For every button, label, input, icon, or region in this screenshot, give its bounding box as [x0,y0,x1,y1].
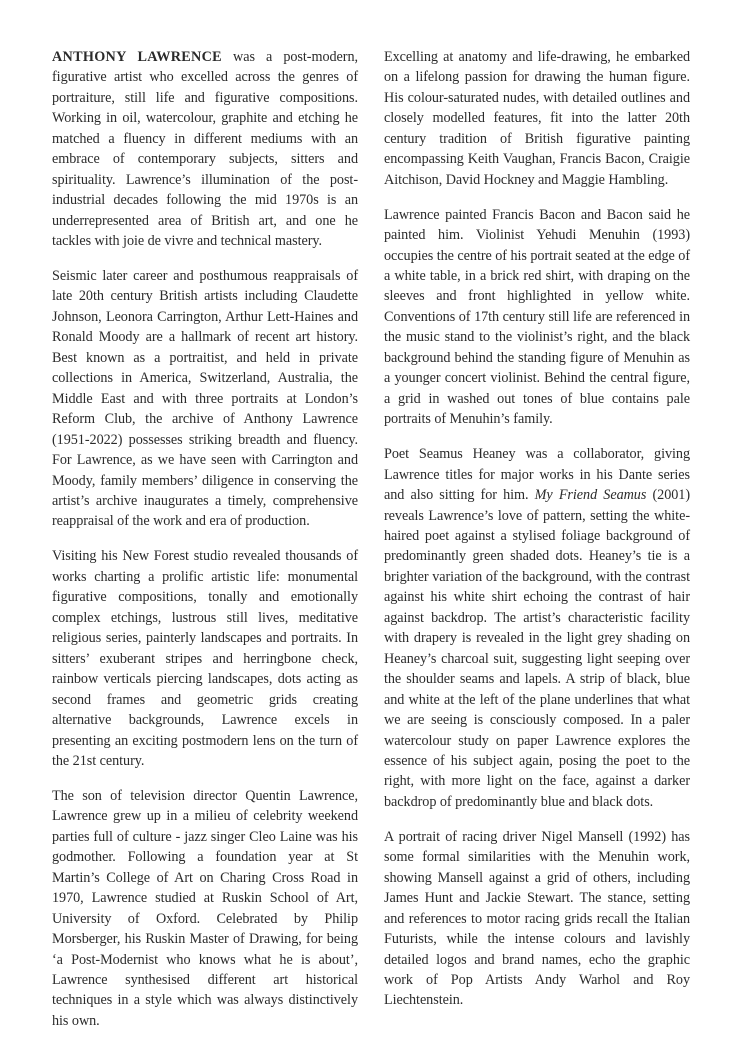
intro-paragraph [52,47,358,252]
document-page [52,47,690,1031]
heaney-text-before: Poet Seamus Heaney was a collaborator, giving Lawrence titles for major works in his Dante series and also sitting for him. [384,446,690,504]
paragraph-heaney [384,444,690,812]
paragraph-mansell: A portrait of racing driver Nigel Mansell (1992) has some formal similarities with the Menuhin work, showing Mansell against a grid of others, including James Hunt and Jackie Stewart. The stance, setting and references to motor racing grids recall the Italian Futurists, while the intense colours and lavishly detailed logos and brand names, echo the graphic work of Pop Artists Andy Warhol and Roy Liechtenstein. [384,828,690,1009]
artist-name-heading: ANTHONY LAWRENCE [52,49,222,65]
paragraph-life-drawing: Excelling at anatomy and life-drawing, he embarked on a lifelong passion for drawing the human figure. His colour-saturated nudes, with detailed outlines and closely modelled features, fit into the latter 20th century tradition of British figurative painting encompassing Keith Vaughan, Francis Bacon, Craigie Aitchison, David Hockney and Maggie Hambling. [384,49,690,188]
paragraph-biography: The son of television director Quentin Lawrence, Lawrence grew up in a milieu of celebrity weekend parties full of culture - jazz singer Cleo Laine was his godmother. Following a foundation year at St Martin’s College of Art on Charing Cross Road in 1970, Lawrence studied at Ruskin School of Art, University of Oxford. Celebrated by Philip Morsberger, his Ruskin Master of Drawing, for being ‘a Post-Modernist who knows what he is about’, Lawrence synthesised different art historical techniques in a style which was always distinctively his own. [52,787,358,1029]
paragraph-reappraisal: Seismic later career and posthumous reappraisals of late 20th century British artists including Claudette Johnson, Leonora Carrington, Arthur Lett-Haines and Ronald Moody are a hallmark of recent art history. Best known as a portraitist, and held in private collections in America, Switzerland, Australia, the Middle East and with three portraits at London’s Reform Club, the archive of Anthony Lawrence (1951-2022) possesses striking breadth and fluency. For Lawrence, as we have seen with Carrington and Moody, family members’ diligence in conserving the artist’s archive inaugurates a timely, comprehensive reappraisal of the work and era of production. [52,268,358,530]
intro-text: was a post-modern, figurative artist who excelled across the genres of portraiture, still life and figurative compositions. Working in oil, watercolour, graphite and etching he matched a fluency in different mediums with an embrace of contemporary subjects, sitters and spirituality. Lawrence’s illumination of the post-industrial decades following the mid 1970s is an underrepresented area of British art, and one he tackles with joie de vivre and technical mastery. [52,49,359,250]
right-column [384,47,690,1031]
paragraph-studio: Visiting his New Forest studio revealed thousands of works charting a prolific artistic life: monumental figurative compositions, tonally and emotionally complex etchings, lustrous still lives, meditative religious series, painterly landscapes and portraits. In sitters’ exuberant stripes and herringbone check, rainbow verticals piercing landscapes, dots acting as second frames and geometric grids creating alternative backgrounds, Lawrence excels in presenting an exciting postmodern lens on the turn of the 21st century. [52,548,358,769]
paragraph-menuhin: Lawrence painted Francis Bacon and Bacon said he painted him. Violinist Yehudi Menuhin (1993) occupies the centre of his portrait seated at the edge of a white table, in a brick red shirt, with draping on the sleeves and front highlighted in yellow white. Conventions of 17th century still life are referenced in the music stand to the violinist’s right, and the black background behind the standing figure of Menuhin as a younger concert violinist. Behind the central figure, a grid in washed out tones of blue contains pale portraits of Menuhin’s family. [384,206,690,428]
heaney-text-after: (2001) reveals Lawrence’s love of pattern, setting the white-haired poet against a stylised foliage background of predominantly green shaded dots. Heaney’s tie is a brighter variation of the background, with the contrast against his white shirt echoing the contrast of hair against backdrop. The artist’s characteristic facility with drapery is revealed in the light grey shading on Heaney’s charcoal suit, suggesting light seeping over the shoulder seams and lapels. A strip of black, blue and white at the left of the plane underlines that what we are seeing is consciously composed. In a paler watercolour study on paper Lawrence explores the essence of his subject again, posing the poet to the right, with more light on the face, against a darker backdrop of predominantly blue and black dots. [384,487,690,810]
left-column [52,47,358,1031]
artwork-title: My Friend Seamus [534,487,647,504]
